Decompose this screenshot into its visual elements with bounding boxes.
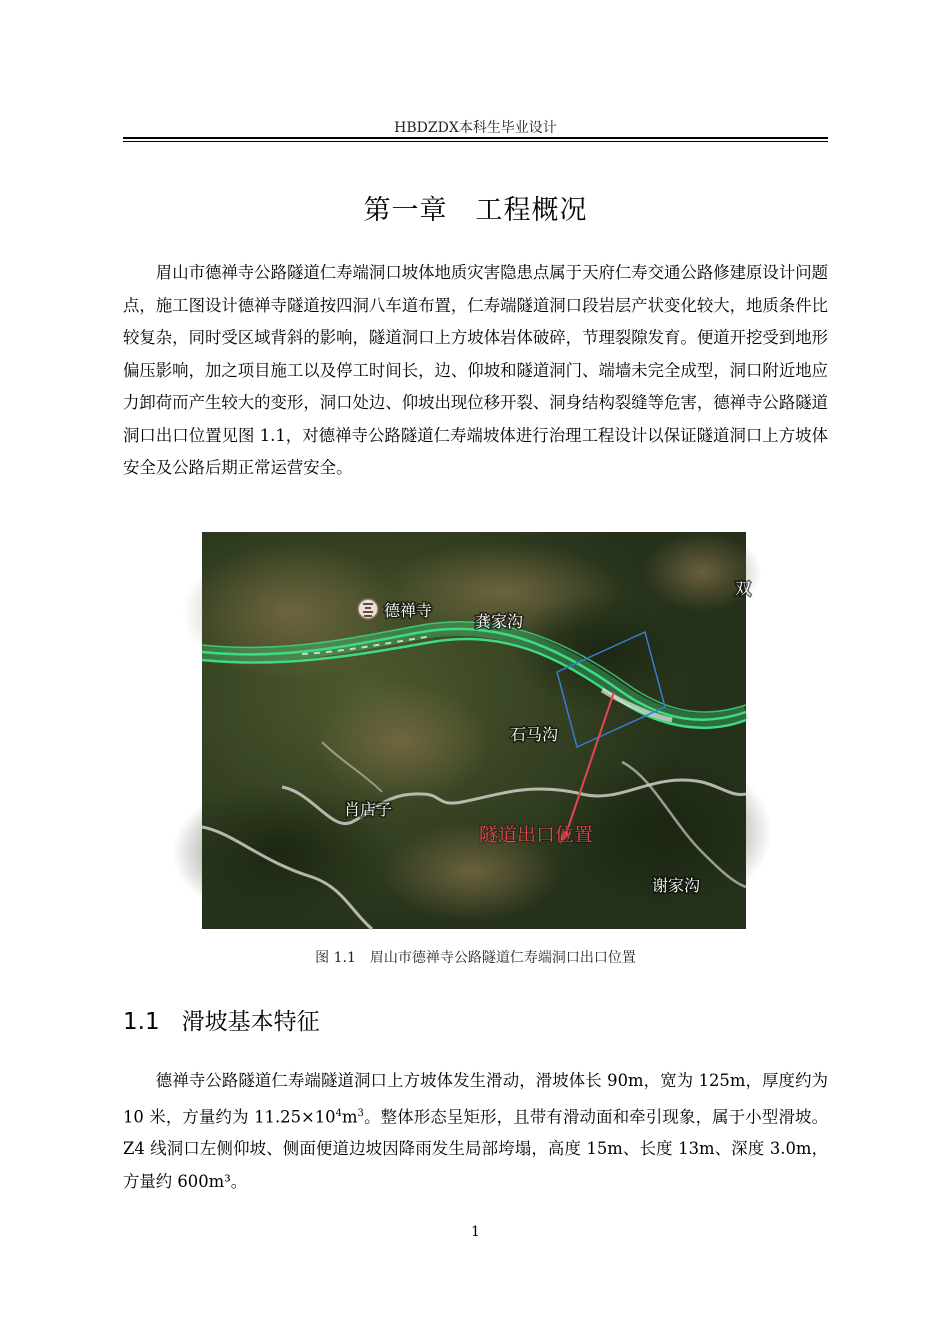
label-gongjiagou: 龚家沟 — [475, 612, 524, 631]
satellite-map — [202, 532, 752, 929]
label-xiaodianzi: 肖店子 — [344, 800, 393, 819]
header-rule-thick — [123, 137, 828, 139]
figure-caption-text: 眉山市德禅寺公路隧道仁寿端洞口出口位置 — [369, 950, 636, 966]
label-xiejiagou: 谢家沟 — [652, 876, 701, 895]
landslide-text-a: 德禅寺公路隧道仁寿端隧道洞口上方坡体发生滑动，滑坡体长 90m，宽为 125m，厚度约为 10 米，方量约为 11.25×10 — [123, 1071, 828, 1126]
label-temple: 德禅寺 — [384, 601, 433, 620]
label-tunnel-exit: 隧道出口位置 — [479, 824, 594, 846]
figure-caption — [123, 947, 828, 967]
figure-number: 图 1.1 — [315, 950, 356, 966]
section-number: 1.1 — [123, 1009, 160, 1035]
chapter-name: 工程概况 — [475, 195, 588, 226]
exponent-3: 3 — [357, 1107, 364, 1119]
running-header: HBDZDX本科生毕业设计 — [394, 120, 557, 136]
intro-paragraph: 眉山市德禅寺公路隧道仁寿端洞口坡体地质灾害隐患点属于天府仁寿交通公路修建原设计问题点，施工图设计德禅寺隧道按四洞八车道布置，仁寿端隧道洞口段岩层产状变化较大，地质条件比较复杂，同时受区域背斜的影响，隧道洞口上方坡体岩体破碎，节理裂隙发育。便道开挖受到地形偏压影响，加之项目施工以及停工时间长，边、仰坡和隧道洞门、端墙未完全成型，洞口附近地应力卸荷而产生较大的变形，洞口处边、仰坡出现位移开裂、洞身结构裂缝等危害，德禅寺公路隧道洞口出口位置见图 1.1，对德禅寺公路隧道仁寿端坡体进行治理工程设计以保证隧道洞口上方坡体安全及公路后期正常运营安全。 — [123, 263, 828, 477]
section-heading — [123, 1003, 320, 1036]
exponent-4: 4 — [335, 1107, 342, 1119]
section-name: 滑坡基本特征 — [181, 1009, 320, 1035]
landslide-paragraph — [123, 1065, 828, 1198]
page-number: 1 — [471, 1224, 480, 1240]
label-edge: 双 — [735, 579, 752, 598]
landslide-text-c: 。整体形态呈矩形，且带有滑动面和牵引现象，属于小型滑坡。Z4 线洞口左侧仰坡、侧面便道边坡因降雨发生局部垮塌，高度 15m、长度 13m、深度 3.0m，方量约 600m³。 — [123, 1106, 828, 1191]
chapter-title — [123, 188, 828, 227]
header-rule-thin — [123, 141, 828, 142]
chapter-number: 第一章 — [363, 195, 448, 226]
label-shimagou: 石马沟 — [510, 725, 559, 744]
temple-marker-icon — [358, 599, 378, 619]
satellite-map-figure — [202, 532, 752, 929]
landslide-text-b: m — [341, 1106, 358, 1126]
